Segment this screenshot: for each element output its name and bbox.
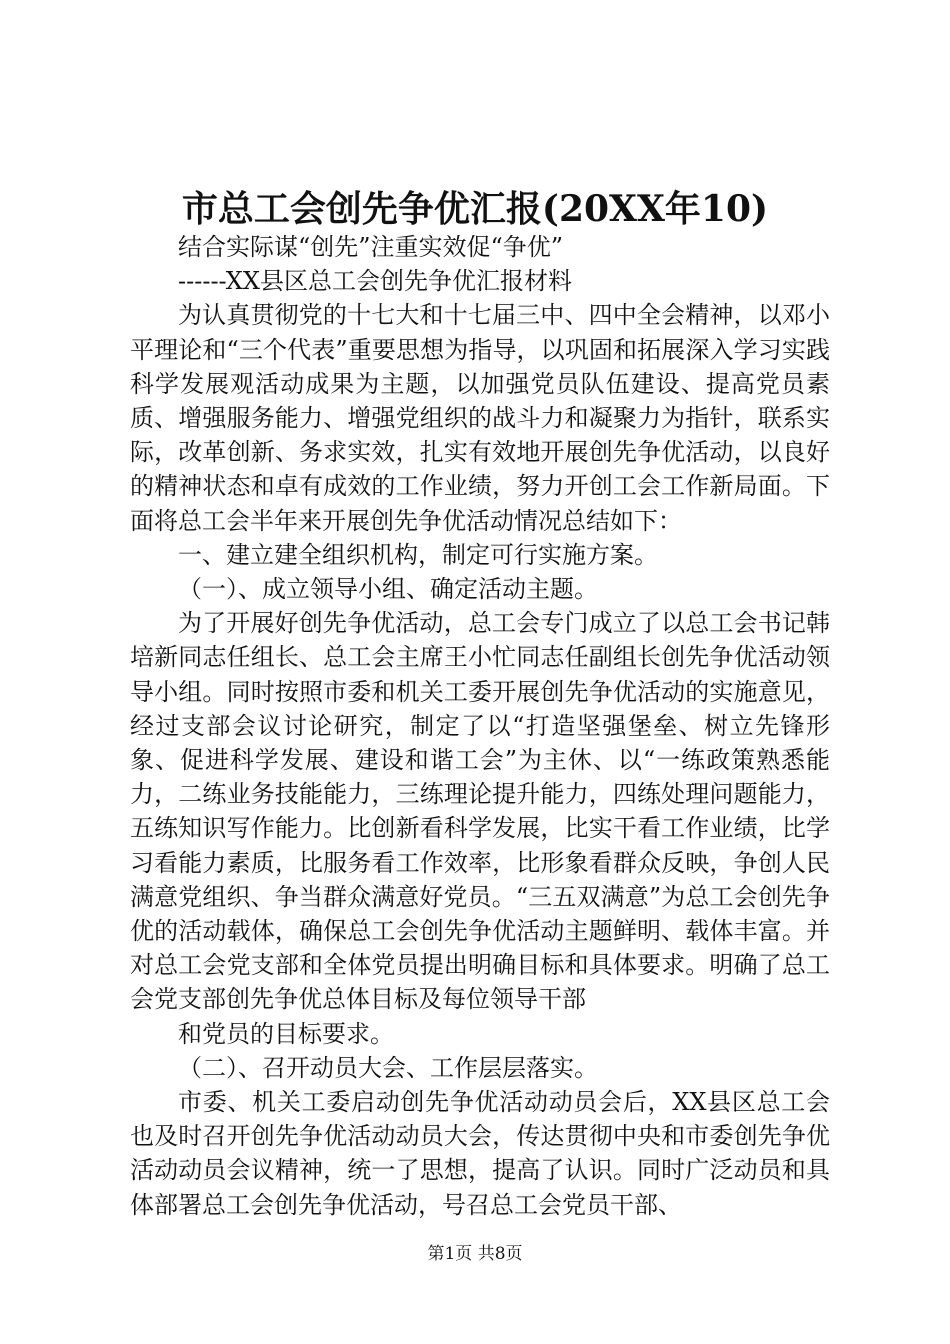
subsection-heading-2: （二）、召开动员大会、工作层层落实。: [178, 1053, 598, 1082]
subtitle: 结合实际谋“创先”注重实效促“争优”: [178, 233, 564, 261]
paragraph-continuation: 和党员的目标要求。: [178, 1019, 394, 1048]
section-heading-1: 一、建立建全组织机构，制定可行实施方案。: [178, 540, 658, 569]
document-body: [130, 230, 830, 1222]
page-footer: 第1页 共8页: [427, 1244, 523, 1264]
document-title: 市总工会创先争优汇报(20XX年10): [181, 188, 769, 230]
subsection-heading-1: （一）、成立领导小组、确定活动主题。: [178, 575, 598, 604]
source-line: ------XX县区总工会创先争优汇报材料: [178, 267, 572, 296]
paragraph-mobilization: 市委、机关工委启动创先争优活动动员会后，XX县区总工会也及时召开创先争优活动动员大会，传达贯彻中央和市委创先争优活动动员会议精神，统一了思想，提高了认识。同时广泛动员和具体部署总工会创先争优活动，号召总工会党员干部、: [130, 1088, 830, 1219]
paragraph-intro: 为认真贯彻党的十七大和十七届三中、四中全会精神，以邓小平理论和“三个代表”重要思想为指导，以巩固和拓展深入学习实践科学发展观活动成果为主题，以加强党员队伍建设、提高党员素质、增强服务能力、增强党组织的战斗力和凝聚力为指针，联系实际，改革创新、务求实效，扎实有效地开展创先争优活动，以良好的精神状态和卓有成效的工作业绩，努力开创工会工作新局面。下面将总工会半年来开展创先争优活动情况总结如下：: [130, 301, 830, 535]
paragraph-leadership-group: 为了开展好创先争优活动，总工会专门成立了以总工会书记韩培新同志任组长、总工会主席王小忙同志任副组长创先争优活动领导小组。同时按照市委和机关工委开展创先争优活动的实施意见，经过支部会议讨论研究，制定了以“打造坚强堡垒、树立先锋形象、促进科学发展、建设和谐工会”为主休、以“一练政策熟悉能力，二练业务技能能力，三练理论提升能力，四练处理问题能力，五练知识写作能力。比创新看科学发展，比实干看工作业绩，比学习看能力素质，比服务看工作效率，比形象看群众反映，争创人民满意党组织、争当群众满意好党员。“三五双满意”为总工会创先争优的活动载体，确保总工会创先争优活动主题鲜明、载体丰富。并对总工会党支部和全体党员提出明确目标和具体要求。明确了总工会党支部创先争优总体目标及每位领导干部: [130, 609, 830, 1014]
